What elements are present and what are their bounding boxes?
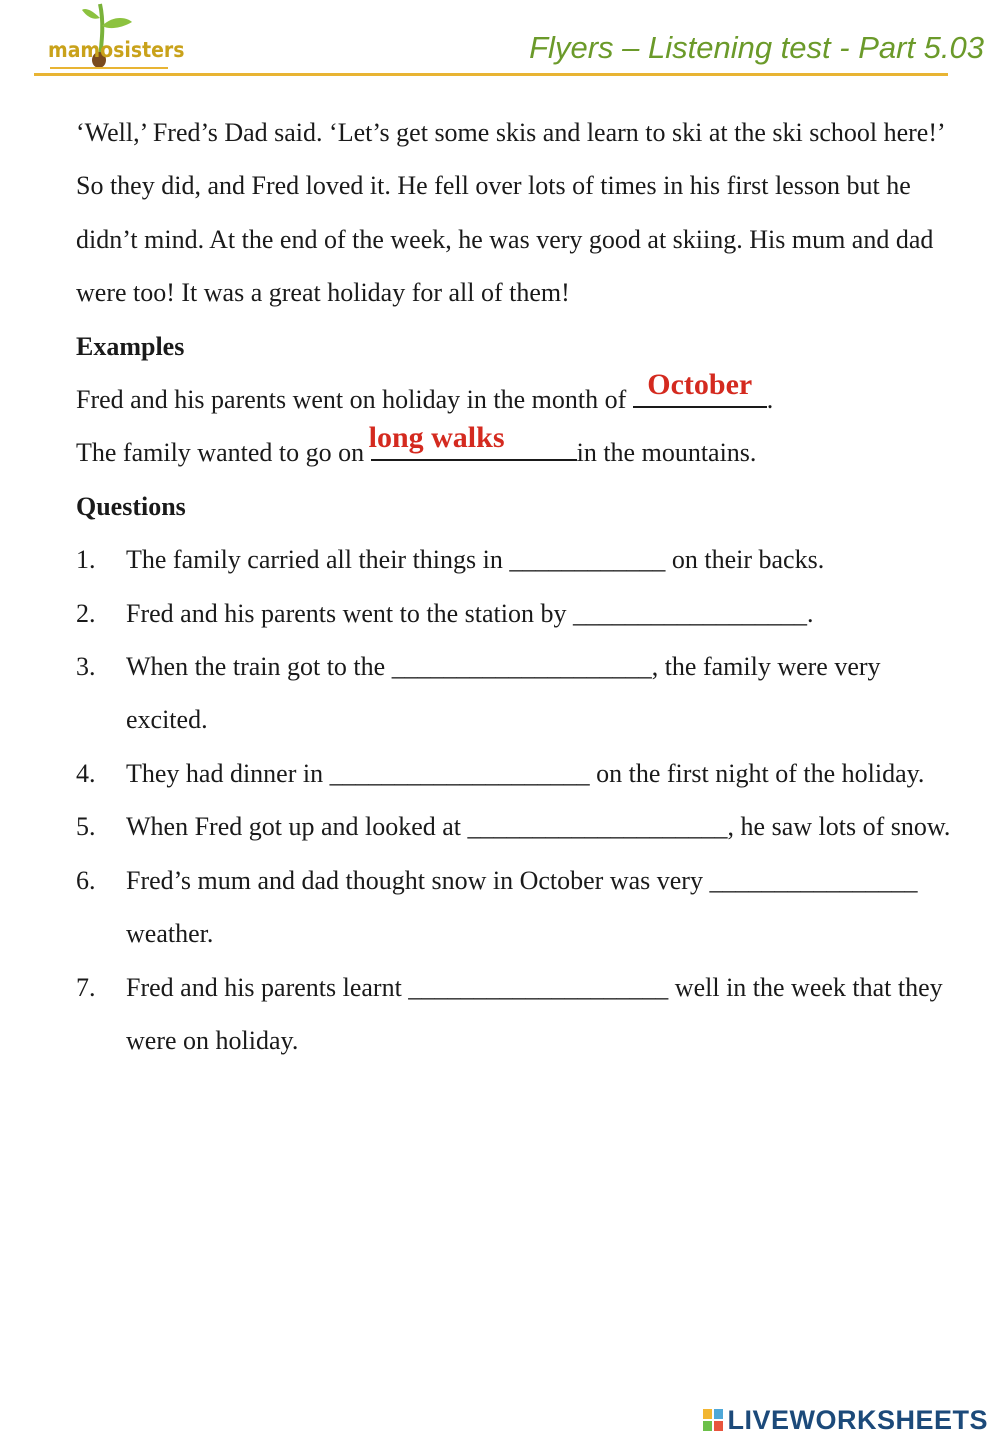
question-text: When the train got to the ____________________, the family were very excited.: [126, 652, 881, 735]
question-number: 4.: [76, 758, 96, 788]
story-paragraph-1: ‘Well,’ Fred’s Dad said. ‘Let’s get some skis and learn to ski at the ski school here!’: [76, 118, 946, 147]
example-2-text: The family wanted to go on: [76, 438, 365, 468]
liveworksheets-footer: [703, 1406, 988, 1434]
question-7: [76, 961, 956, 1068]
question-1: [76, 533, 956, 586]
page-title: Flyers – Listening test - Part 5.03: [529, 30, 984, 65]
question-text: Fred’s mum and dad thought snow in October was very ________________ weather.: [126, 865, 918, 949]
questions-heading: Questions: [76, 491, 186, 521]
question-3: [76, 640, 956, 747]
header-divider: [34, 73, 948, 76]
question-text: They had dinner in ____________________ on the first night of the holiday.: [126, 758, 925, 788]
examples-heading: Examples: [76, 331, 185, 361]
question-4: [76, 747, 956, 800]
example-1: [76, 368, 956, 426]
example-1-answer: October: [647, 368, 753, 402]
question-number: 7.: [76, 972, 96, 1002]
example-2-end: in the mountains.: [576, 438, 757, 468]
question-5: [76, 800, 956, 853]
question-text: When Fred got up and looked at ____________________, he saw lots of snow.: [126, 812, 951, 842]
question-text: The family carried all their things in ____________ on their backs.: [126, 545, 825, 575]
example-2-answer: long walks: [368, 421, 505, 455]
question-number: 5.: [76, 812, 96, 842]
question-6: [76, 854, 956, 961]
brand-logo-text: mamosisters: [48, 38, 185, 62]
page-header: [0, 0, 1000, 80]
example-2: [76, 421, 956, 479]
question-number: 2.: [76, 598, 96, 628]
question-text: Fred and his parents learnt ____________________ well in the week that they were on holiday.: [126, 972, 943, 1055]
question-text: Fred and his parents went to the station by __________________.: [126, 598, 814, 628]
story-paragraph-2: So they did, and Fred loved it. He fell over lots of times in his first lesson but he didn’t mind. At the end of the week, he was very good at skiing. His mum and dad were too! It was a great holiday for all of them!: [76, 171, 934, 308]
question-2: [76, 587, 956, 640]
example-1-text: Fred and his parents went on holiday in the month of: [76, 385, 627, 415]
liveworksheets-brand: LIVEWORKSHEETS: [727, 1404, 988, 1435]
question-number: 6.: [76, 865, 96, 895]
worksheet-body: [76, 106, 956, 1067]
question-number: 1.: [76, 545, 96, 575]
example-1-end: .: [766, 385, 774, 415]
liveworksheets-logo-icon: [703, 1409, 723, 1431]
question-number: 3.: [76, 652, 96, 682]
example-1-blank: [633, 368, 767, 408]
example-2-blank: [368, 421, 577, 461]
